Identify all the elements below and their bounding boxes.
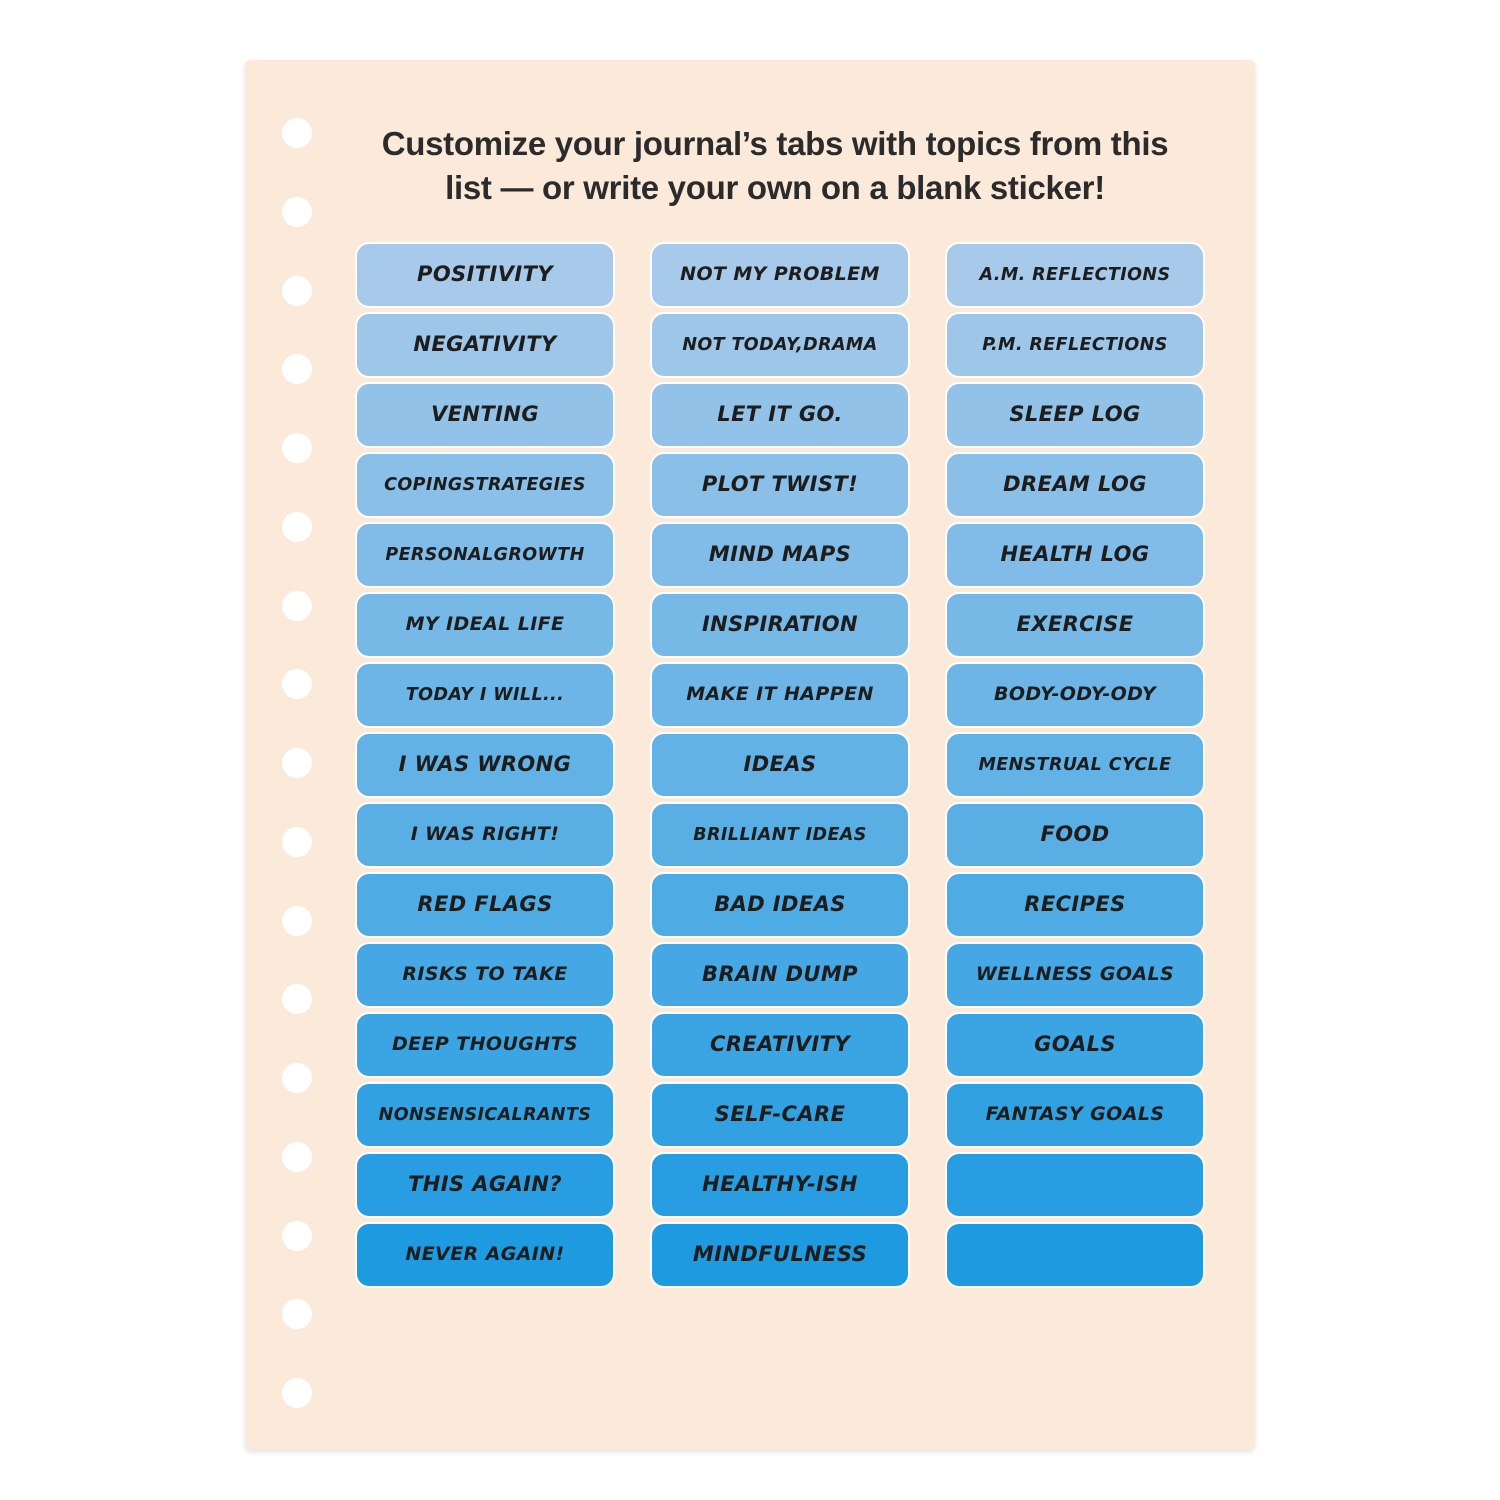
tab-sticker-label: BODY-ODY-ODY [993, 683, 1157, 706]
tab-sticker[interactable] [355, 802, 615, 868]
tab-sticker[interactable] [355, 662, 615, 728]
tab-sticker[interactable] [355, 592, 615, 658]
tab-sticker[interactable] [945, 312, 1205, 378]
punch-hole [282, 1378, 312, 1408]
tab-sticker-label: THIS AGAIN? [408, 1172, 562, 1197]
tab-sticker-label-line: NOT TODAY, [682, 334, 804, 355]
tab-sticker-label: MAKE IT HAPPEN [686, 683, 874, 706]
punch-hole [282, 512, 312, 542]
tab-sticker[interactable] [945, 382, 1205, 448]
tab-sticker[interactable] [355, 522, 615, 588]
tab-sticker[interactable] [355, 1082, 615, 1148]
tab-sticker-label: NOT MY PROBLEM [680, 263, 880, 286]
tab-sticker-label: RISKS TO TAKE [402, 963, 568, 986]
tab-sticker-label-line: GROWTH [493, 544, 585, 565]
tab-sticker[interactable] [945, 592, 1205, 658]
punch-hole [282, 827, 312, 857]
tab-sticker-label: SLEEP LOG [1009, 402, 1141, 427]
column-2 [650, 242, 910, 1288]
punch-hole [282, 118, 312, 148]
tab-sticker[interactable] [355, 452, 615, 518]
tab-sticker[interactable] [650, 522, 910, 588]
tab-sticker[interactable] [945, 662, 1205, 728]
punch-hole [282, 984, 312, 1014]
blank-tab-sticker[interactable] [945, 1152, 1205, 1218]
blank-tab-sticker[interactable] [945, 1222, 1205, 1288]
sticker-sheet [245, 60, 1255, 1450]
tab-sticker[interactable] [650, 872, 910, 938]
punch-hole [282, 197, 312, 227]
punch-hole [282, 1299, 312, 1329]
tab-sticker[interactable] [355, 1012, 615, 1078]
tab-sticker-label: MY IDEAL LIFE [405, 613, 565, 636]
tab-sticker-columns [355, 242, 1205, 1288]
tab-sticker[interactable] [945, 942, 1205, 1008]
punch-hole [282, 1063, 312, 1093]
tab-sticker-label: A.M. REFLECTIONS [979, 264, 1171, 285]
tab-sticker-label: BAD IDEAS [714, 892, 846, 917]
tab-sticker[interactable] [355, 732, 615, 798]
tab-sticker[interactable] [355, 872, 615, 938]
tab-sticker[interactable] [650, 382, 910, 448]
tab-sticker-label: HEALTHY-ISH [702, 1172, 858, 1197]
tab-sticker-label: I WAS RIGHT! [410, 823, 560, 846]
tab-sticker-label: POSITIVITY [417, 262, 553, 287]
tab-sticker-label: FANTASY GOALS [985, 1103, 1165, 1126]
tab-sticker-label: NEGATIVITY [413, 332, 557, 357]
tab-sticker-label: RED FLAGS [417, 892, 553, 917]
tab-sticker-label: MINDFULNESS [692, 1242, 868, 1267]
tab-sticker[interactable] [355, 312, 615, 378]
tab-sticker[interactable] [650, 662, 910, 728]
tab-sticker-label: MENSTRUAL CYCLE [978, 754, 1172, 775]
tab-sticker-label: INSPIRATION [701, 612, 859, 637]
punch-hole [282, 748, 312, 778]
column-1 [355, 242, 615, 1288]
tab-sticker[interactable] [650, 1012, 910, 1078]
tab-sticker-label: I WAS WRONG [398, 752, 572, 777]
tab-sticker-label: P.M. REFLECTIONS [982, 334, 1168, 355]
tab-sticker-label: IDEAS [743, 752, 817, 777]
tab-sticker-label: RECIPES [1024, 892, 1126, 917]
tab-sticker[interactable] [650, 732, 910, 798]
punch-hole [282, 1142, 312, 1172]
tab-sticker-label: TODAY I WILL... [405, 684, 565, 705]
punch-hole [282, 1221, 312, 1251]
tab-sticker-label: DEEP THOUGHTS [391, 1033, 579, 1056]
tab-sticker[interactable] [650, 1152, 910, 1218]
tab-sticker[interactable] [650, 592, 910, 658]
tab-sticker[interactable] [945, 452, 1205, 518]
tab-sticker-label: NEVER AGAIN! [405, 1243, 565, 1266]
punch-hole [282, 276, 312, 306]
tab-sticker-label-line: DRAMA [803, 334, 878, 355]
tab-sticker-label: CREATIVITY [710, 1032, 850, 1057]
tab-sticker-label: PLOT TWIST! [701, 472, 859, 497]
tab-sticker[interactable] [355, 942, 615, 1008]
tab-sticker[interactable] [650, 942, 910, 1008]
tab-sticker[interactable] [650, 802, 910, 868]
tab-sticker-label-line: STRATEGIES [462, 474, 586, 495]
tab-sticker[interactable] [355, 1222, 615, 1288]
tab-sticker-label: FOOD [1040, 822, 1110, 847]
tab-sticker-label-line: NONSENSICAL [378, 1104, 524, 1125]
tab-sticker-label: WELLNESS GOALS [975, 963, 1175, 986]
tab-sticker-label: HEALTH LOG [1000, 542, 1150, 567]
tab-sticker-label: MIND MAPS [708, 542, 852, 567]
tab-sticker-label: BRILLIANT IDEAS [693, 824, 867, 845]
tab-sticker-label: DREAM LOG [1003, 472, 1147, 497]
punch-hole-strip [277, 118, 317, 1408]
punch-hole [282, 433, 312, 463]
punch-hole [282, 906, 312, 936]
tab-sticker-label-line: PERSONAL [385, 544, 494, 565]
tab-sticker[interactable] [650, 242, 910, 308]
column-3 [945, 242, 1205, 1288]
tab-sticker[interactable] [945, 1012, 1205, 1078]
tab-sticker[interactable] [945, 802, 1205, 868]
tab-sticker-label: SELF-CARE [714, 1102, 846, 1127]
tab-sticker[interactable] [355, 242, 615, 308]
tab-sticker-label: EXERCISE [1016, 612, 1134, 637]
tab-sticker-label: GOALS [1034, 1032, 1116, 1057]
tab-sticker-label-line: RANTS [523, 1104, 592, 1125]
tab-sticker-label-line: COPING [384, 474, 463, 495]
tab-sticker[interactable] [650, 452, 910, 518]
tab-sticker-label: VENTING [431, 402, 539, 427]
punch-hole [282, 669, 312, 699]
punch-hole [282, 354, 312, 384]
tab-sticker[interactable] [945, 242, 1205, 308]
tab-sticker[interactable] [355, 382, 615, 448]
tab-sticker-label: LET IT GO. [717, 402, 843, 427]
tab-sticker[interactable] [945, 732, 1205, 798]
tab-sticker[interactable] [650, 1222, 910, 1288]
tab-sticker[interactable] [945, 1082, 1205, 1148]
tab-sticker-label: BRAIN DUMP [702, 962, 858, 987]
tab-sticker[interactable] [650, 1082, 910, 1148]
tab-sticker[interactable] [945, 872, 1205, 938]
punch-hole [282, 591, 312, 621]
page-title: Customize your journal’s tabs with topics from this list — or write your own on a blank sticker! [381, 125, 1169, 206]
tab-sticker[interactable] [650, 312, 910, 378]
tab-sticker[interactable] [355, 1152, 615, 1218]
tab-sticker[interactable] [945, 522, 1205, 588]
